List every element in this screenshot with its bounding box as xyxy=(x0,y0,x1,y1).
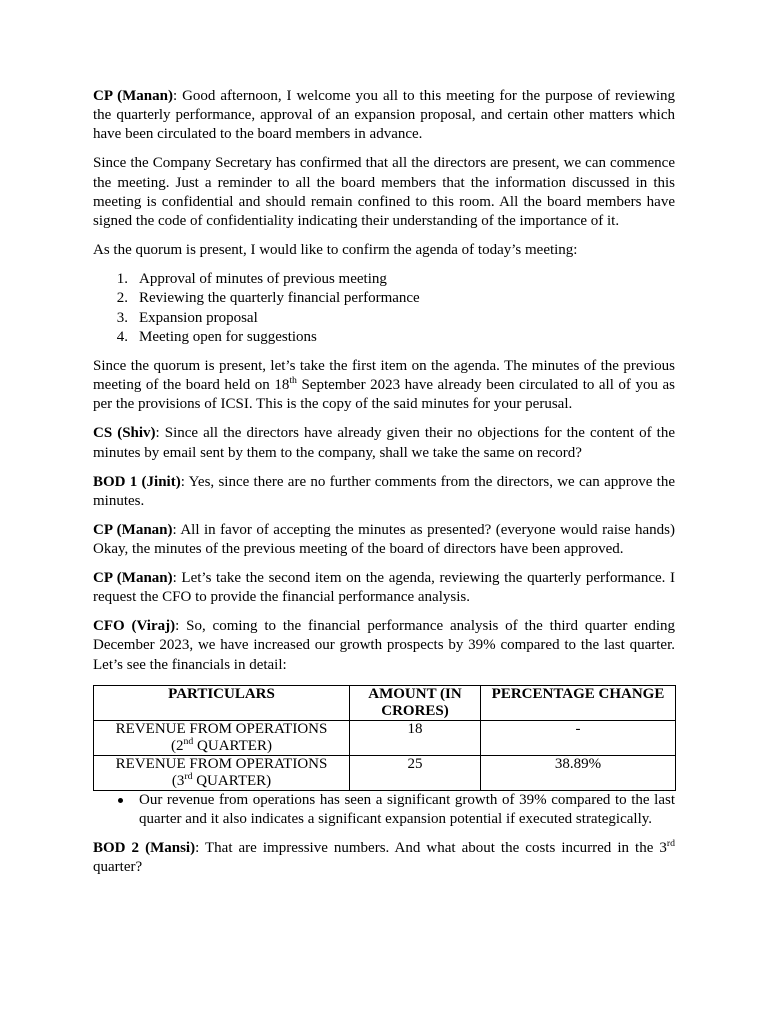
paragraph-text: : Yes, since there are no further comments from the directors, we can approve the minutes. xyxy=(93,473,675,509)
agenda-item-number: 2. xyxy=(116,290,128,307)
quarter-suffix: QUARTER) xyxy=(192,772,272,789)
paragraph-text: Since the quorum is present, let’s take the first item on the agenda. The minutes of the previous meeting of the board held on 18 xyxy=(93,358,675,394)
document-body xyxy=(93,87,675,887)
particulars-cell xyxy=(94,755,350,790)
agenda-item-label: Approval of minutes of previous meeting xyxy=(139,271,387,288)
agenda-item xyxy=(93,289,675,308)
speaker-name: CP (Manan) xyxy=(93,521,173,538)
amount-cell: 25 xyxy=(350,755,481,790)
quarter-prefix: (3 xyxy=(171,772,185,789)
agenda-item-label: Reviewing the quarterly financial performance xyxy=(139,290,420,307)
speaker-name: CFO (Viraj) xyxy=(93,618,176,635)
percentage-change-cell: - xyxy=(481,720,676,755)
quarter-prefix: (2 xyxy=(171,737,184,754)
speaker-name: CP (Manan) xyxy=(93,570,173,587)
table-row xyxy=(94,755,676,790)
quorum-confirmation-paragraph xyxy=(93,154,675,231)
ordinal-superscript: rd xyxy=(666,837,676,849)
speaker-name: CS (Shiv) xyxy=(93,425,156,442)
cfo-remark-paragraph xyxy=(93,617,675,675)
minutes-paragraph xyxy=(93,357,675,415)
paragraph-text: : So, coming to the financial performance analysis of the third quarter ending December 2023, we have increased our growth prospects by 39% compared to the last quarter. Let’s see the financials in detail: xyxy=(93,618,675,673)
agenda-item-number: 3. xyxy=(116,309,128,326)
amount-cell: 18 xyxy=(350,720,481,755)
agenda-item-label: Meeting open for suggestions xyxy=(139,328,317,345)
paragraph-text: : That are impressive numbers. And what about the costs incurred in the 3 xyxy=(195,839,667,856)
paragraph-text: : Good afternoon, I welcome you all to this meeting for the purpose of reviewing the quarterly performance, approval of an expansion proposal, and certain other matters which have been circulated to the board members in advance. xyxy=(93,88,675,143)
speaker-name: CP (Manan) xyxy=(93,88,173,104)
agenda-item xyxy=(93,328,675,347)
particulars-label: REVENUE FROM OPERATIONS xyxy=(115,755,328,772)
ordinal-superscript: th xyxy=(289,375,297,387)
column-header-percentage-change: PERCENTAGE CHANGE xyxy=(481,685,676,720)
paragraph-text: : Since all the directors have already given their no objections for the content of the minutes by email sent by them to the company, shall we take the same on record? xyxy=(93,425,675,461)
agenda-item xyxy=(93,309,675,328)
paragraph-text: : Let’s take the second item on the agenda, reviewing the quarterly performance. I request the CFO to provide the financial performance analysis. xyxy=(93,570,675,606)
agenda-intro-paragraph xyxy=(93,241,675,260)
paragraph-text: September 2023 have already been circulated to all of you as per the provisions of ICSI. This is the copy of the said minutes for your perusal. xyxy=(93,377,675,413)
table-row xyxy=(94,720,676,755)
speaker-name: BOD 1 (Jinit) xyxy=(93,473,181,490)
cp-welcome-paragraph xyxy=(93,87,675,145)
cs-remark-paragraph xyxy=(93,424,675,462)
agenda-item-number: 1. xyxy=(116,271,128,288)
agenda-list xyxy=(93,270,675,347)
paragraph-text: Since the Company Secretary has confirmed that all the directors are present, we can commence the meeting. Just a reminder to all the board members that the information discussed in this meeting is confidential and should remain confined to this room. All the board members have signed the code of confidentiality indicating their understanding of the importance of it. xyxy=(93,155,675,230)
column-header-particulars: PARTICULARS xyxy=(94,685,350,720)
ordinal-superscript: rd xyxy=(184,770,193,782)
bullet-text: Our revenue from operations has seen a significant growth of 39% compared to the last quarter and it also indicates a significant expansion potential if executed strategically. xyxy=(139,791,675,827)
paragraph-text: As the quorum is present, I would like to confirm the agenda of today’s meeting: xyxy=(93,242,578,259)
revenue-note-bullet xyxy=(93,791,675,829)
paragraph-text: : All in favor of accepting the minutes as presented? (everyone would raise hands) Okay, the minutes of the previous meeting of the board of directors have been approved. xyxy=(93,521,675,558)
quarter-suffix: QUARTER) xyxy=(193,737,272,754)
cp-second-item-paragraph xyxy=(93,569,675,607)
column-header-amount: AMOUNT (IN CRORES) xyxy=(350,685,481,720)
agenda-item xyxy=(93,270,675,289)
ordinal-superscript: nd xyxy=(183,735,194,747)
financials-table xyxy=(93,685,676,791)
paragraph-text: quarter? xyxy=(93,859,143,876)
bod2-remark-paragraph xyxy=(93,839,675,877)
percentage-change-cell: 38.89% xyxy=(481,755,676,790)
bullet-icon xyxy=(118,798,123,803)
particulars-cell xyxy=(94,720,350,755)
table-header-row xyxy=(94,685,676,720)
particulars-label: REVENUE FROM OPERATIONS xyxy=(115,720,328,737)
agenda-item-label: Expansion proposal xyxy=(139,309,258,326)
cp-approval-paragraph xyxy=(93,521,675,559)
bod1-remark-paragraph xyxy=(93,473,675,511)
speaker-name: BOD 2 (Mansi) xyxy=(93,839,196,856)
agenda-item-number: 4. xyxy=(116,328,128,345)
